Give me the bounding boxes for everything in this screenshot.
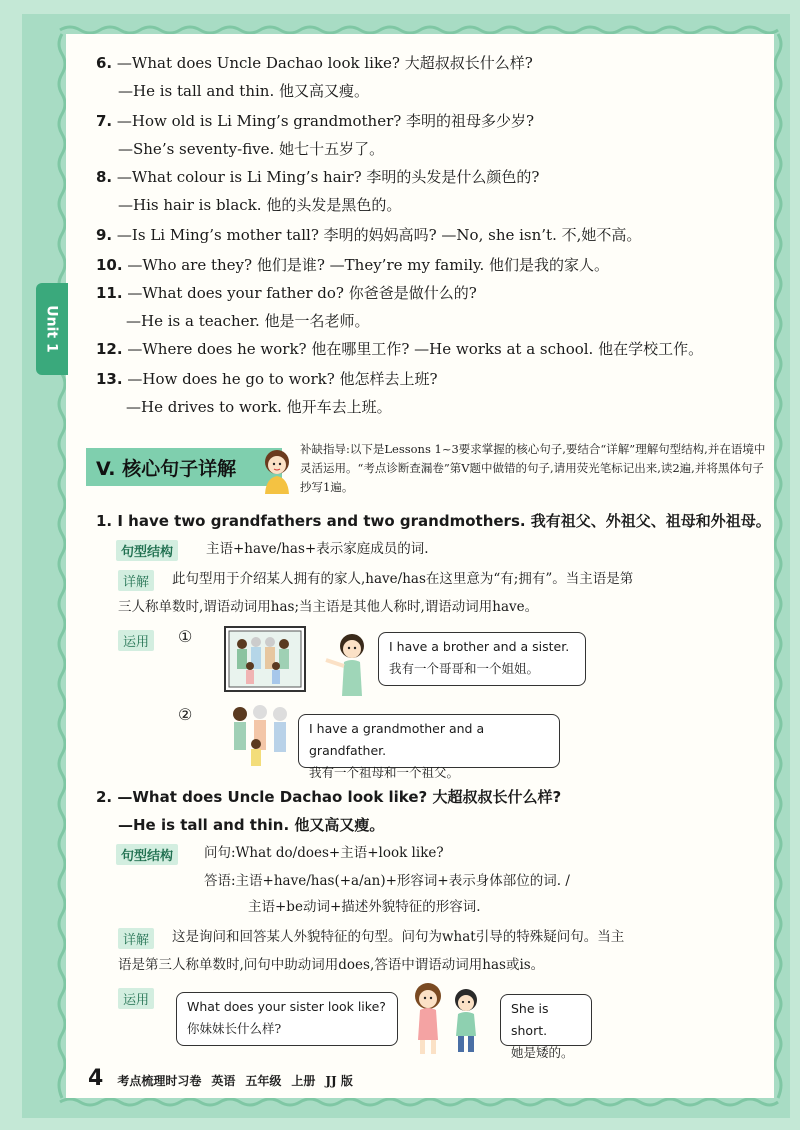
detail-text-2b: 语是第三人称单数时,问句中助动词用does,答语中谓语动词用has或is。	[118, 957, 545, 973]
bubble-answer-english: She is short.	[511, 1001, 549, 1038]
bubble-answer-chinese: 她是矮的。	[511, 1045, 574, 1060]
footer-grade: 五年级	[245, 1074, 282, 1088]
core-sentence-2-question: 2. —What does Uncle Dachao look like? 大超叔叔长什么样?	[96, 788, 562, 806]
use-label-2: 运用	[118, 988, 154, 1009]
bubble-question-english: What does your sister look like?	[187, 999, 386, 1014]
footer-edition: JJ 版	[325, 1074, 353, 1088]
footer-term: 上册	[291, 1074, 316, 1088]
structure-label-1: 句型结构	[116, 540, 178, 561]
detail-label-1: 详解	[118, 570, 154, 591]
dialogue-9: 9. —Is Li Ming’s mother tall? 李明的妈妈高吗? —No, she isn’t. 不,她不高。	[96, 226, 642, 244]
structure-answer-1: 答语:主语+have/has(+a/an)+形容词+表示身体部位的词. /	[204, 873, 570, 889]
detail-text-2a: 这是询问和回答某人外貌特征的句型。问句为what引导的特殊疑问句。当主	[172, 929, 625, 945]
use-label-1: 运用	[118, 630, 154, 651]
grandparents-illustration	[226, 702, 294, 768]
speech-bubble-1	[378, 632, 586, 686]
speech-bubble-2	[298, 714, 560, 780]
dialogue-13-question: 13. —How does he go to work? 他怎样去上班?	[96, 370, 438, 388]
dialogue-7-answer: —She’s seventy-five. 她七十五岁了。	[118, 140, 385, 158]
structure-text-1: 主语+have/has+表示家庭成员的词.	[206, 541, 429, 557]
bubble-1-english: I have a brother and a sister.	[389, 639, 570, 654]
two-children-illustration	[404, 980, 494, 1056]
girl-speaker-icon	[322, 630, 374, 696]
dialogue-6-question: 6. —What does Uncle Dachao look like? 大超叔叔长什么样?	[96, 54, 533, 72]
dialogue-11-answer: —He is a teacher. 他是一名老师。	[126, 312, 370, 330]
structure-label-2: 句型结构	[116, 844, 178, 865]
core-sentence-2-answer: —He is tall and thin. 他又高又瘦。	[118, 816, 385, 834]
footer-subject: 英语	[211, 1074, 236, 1088]
core-sentence-1: 1. I have two grandfathers and two grandmothers. 我有祖父、外祖父、祖母和外祖母。	[96, 512, 771, 530]
section-note: 补缺指导:以下是Lessons 1~3要求掌握的核心句子,要结合“详解”理解句型结构,并在语境中灵活运用。“考点诊断查漏卷”第V题中做错的句子,请用荧光笔标记出来,读2遍,并将黑体句子抄写1遍。	[300, 442, 766, 494]
dialogue-11-question: 11. —What does your father do? 你爸爸是做什么的?	[96, 284, 477, 302]
page-number: 4	[88, 1066, 104, 1091]
bubble-2-chinese: 我有一个祖母和一个祖父。	[309, 765, 460, 780]
footer-book: 考点梳理时习卷	[117, 1074, 202, 1088]
dialogue-12: 12. —Where does he work? 他在哪里工作? —He works at a school. 他在学校工作。	[96, 340, 704, 358]
bubble-question-chinese: 你妹妹长什么样?	[187, 1021, 282, 1036]
structure-answer-2: 主语+be动词+描述外貌特征的形容词.	[248, 899, 481, 915]
structure-question: 问句:What do/does+主语+look like?	[204, 845, 444, 861]
detail-text-1b: 三人称单数时,谓语动词用has;当主语是其他人称时,谓语动词用have。	[118, 599, 539, 615]
dialogue-6-answer: —He is tall and thin. 他又高又瘦。	[118, 82, 369, 100]
bubble-1-chinese: 我有一个哥哥和一个姐姐。	[389, 661, 540, 676]
dialogue-8-question: 8. —What colour is Li Ming’s hair? 李明的头发是什么颜色的?	[96, 168, 540, 186]
dialogue-13-answer: —He drives to work. 他开车去上班。	[126, 398, 392, 416]
dialogue-10: 10. —Who are they? 他们是谁? —They’re my family. 他们是我的家人。	[96, 256, 610, 274]
unit-tab-label: Unit 1	[44, 305, 61, 353]
speech-bubble-question	[176, 992, 398, 1046]
speech-bubble-answer	[500, 994, 592, 1060]
detail-label-2: 详解	[118, 928, 154, 949]
unit-side-tab	[36, 283, 68, 375]
detail-text-1a: 此句型用于介绍某人拥有的家人,have/has在这里意为“有;拥有”。当主语是第	[172, 571, 634, 587]
teacher-avatar-icon	[256, 444, 298, 496]
page-footer	[88, 1066, 353, 1091]
dialogue-8-answer: —His hair is black. 他的头发是黑色的。	[118, 196, 402, 214]
family-photo-illustration	[224, 626, 306, 692]
use-mark-1: ①	[178, 627, 193, 646]
bubble-2-english: I have a grandmother and a grandfather.	[309, 721, 485, 758]
dialogue-7-question: 7. —How old is Li Ming’s grandmother? 李明的祖母多少岁?	[96, 112, 535, 130]
use-mark-2: ②	[178, 705, 193, 724]
section-title: V. 核心句子详解	[86, 448, 282, 486]
